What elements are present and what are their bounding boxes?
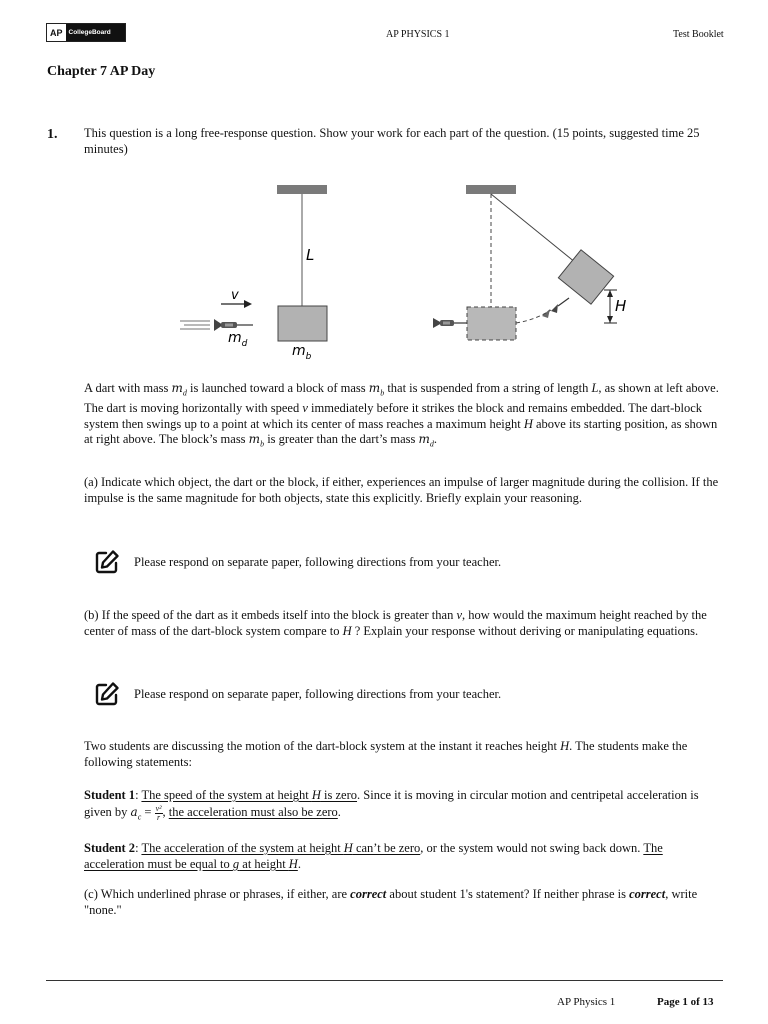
left-block <box>278 306 327 341</box>
edit-icon <box>94 681 120 707</box>
discussion-intro: Two students are discussing the motion of the dart-block system at the instant it reaches height H. The students make the following statements: <box>84 739 688 769</box>
problem-description: A dart with mass $m_d$ is launched toward a block of mass $m_b$ that is suspended from a string of length L, as shown at left above. The dart is moving horizontally with speed v immediately before it strikes the block and remains embedded. The dart-block system then swings up to a point at which its center of mass reaches a maximum height H above its starting position, as shown at right above. The block’s mass $m_b$ is greater than the dart’s mass $m_d$. <box>84 381 719 449</box>
question-intro: This question is a long free-response question. Show your work for each part of the question. (15 points, suggested time 25 minutes) <box>84 126 700 156</box>
label-v: v <box>231 288 239 303</box>
response-box-a <box>94 548 501 576</box>
response-instructions-a: Please respond on separate paper, following directions from your teacher. <box>134 554 502 569</box>
pendulum-diagram <box>170 180 630 370</box>
ap-collegeboard-logo <box>46 23 126 42</box>
response-box-b <box>94 680 501 708</box>
student-1-phrase-1: The speed of the system at height H is zero <box>141 788 358 802</box>
swung-string <box>491 194 581 267</box>
embedded-dart-icon <box>542 298 569 318</box>
student-1-statement: Student 1: The speed of the system at height H is zero. Since it is moving in circular motion and centripetal acceleration is given by $a_c$ = $\frac{\text{v²}}{r}$ , the acceleration must also be zero. <box>84 788 699 822</box>
edit-icon <box>94 549 120 575</box>
velocity-arrowhead <box>244 300 252 308</box>
student-1-phrase-2: the acceleration must also be zero <box>168 805 338 819</box>
part-a-prompt: (a) Indicate which object, the dart or the block, if either, experiences an impulse of larger magnitude during the collision. If the impulse is the same magnitude for both objects, state this explicitly. Briefly explain your reasoning. <box>84 475 719 505</box>
label-L: L <box>306 246 315 264</box>
student-2-statement: Student 2: The acceleration of the system at height H can’t be zero, or the system would not swing back down. The acceleration must be equal to g at height H. <box>84 841 663 871</box>
height-arrow-down <box>607 316 613 323</box>
header-title: AP PHYSICS 1 <box>386 29 450 40</box>
question-number: 1. <box>47 127 58 142</box>
part-c-prompt: (c) Which underlined phrase or phrases, if either, are correct about student 1's statement? If neither phrase is correct, write "none." <box>84 887 698 917</box>
logo-ap-text: AP <box>47 24 66 41</box>
footer-divider <box>46 980 723 981</box>
student-2-phrase-2: The acceleration must be equal to g at height H <box>84 841 663 871</box>
header-booklet-label: Test Booklet <box>673 29 724 40</box>
part-b-prompt: (b) If the speed of the dart as it embeds itself into the block is greater than v, how would the maximum height reached by the center of mass of the dart-block system compare to H ? Explain your response without deriving or manipulating equations. <box>84 608 707 638</box>
right-dart-icon <box>433 318 467 328</box>
left-ceiling <box>277 185 327 194</box>
swung-block <box>558 250 613 304</box>
height-arrow-up <box>607 290 613 297</box>
initial-block-dashed <box>467 307 516 340</box>
label-mb: $m_b$ <box>292 343 312 362</box>
response-instructions-b: Please respond on separate paper, following directions from your teacher. <box>134 686 502 701</box>
footer-course: AP Physics 1 <box>557 996 616 1008</box>
student-2-phrase-1: The acceleration of the system at height H can’t be zero <box>141 841 421 855</box>
label-H: H <box>615 297 627 315</box>
fraction: $\frac{\text{v²}}{r}$ <box>155 803 162 822</box>
right-ceiling <box>466 185 516 194</box>
logo-collegeboard-text: CollegeBoard <box>66 24 125 41</box>
label-md: $m_d$ <box>228 330 248 349</box>
chapter-title: Chapter 7 AP Day <box>47 64 156 79</box>
page-number: Page 1 of 13 <box>657 996 714 1008</box>
